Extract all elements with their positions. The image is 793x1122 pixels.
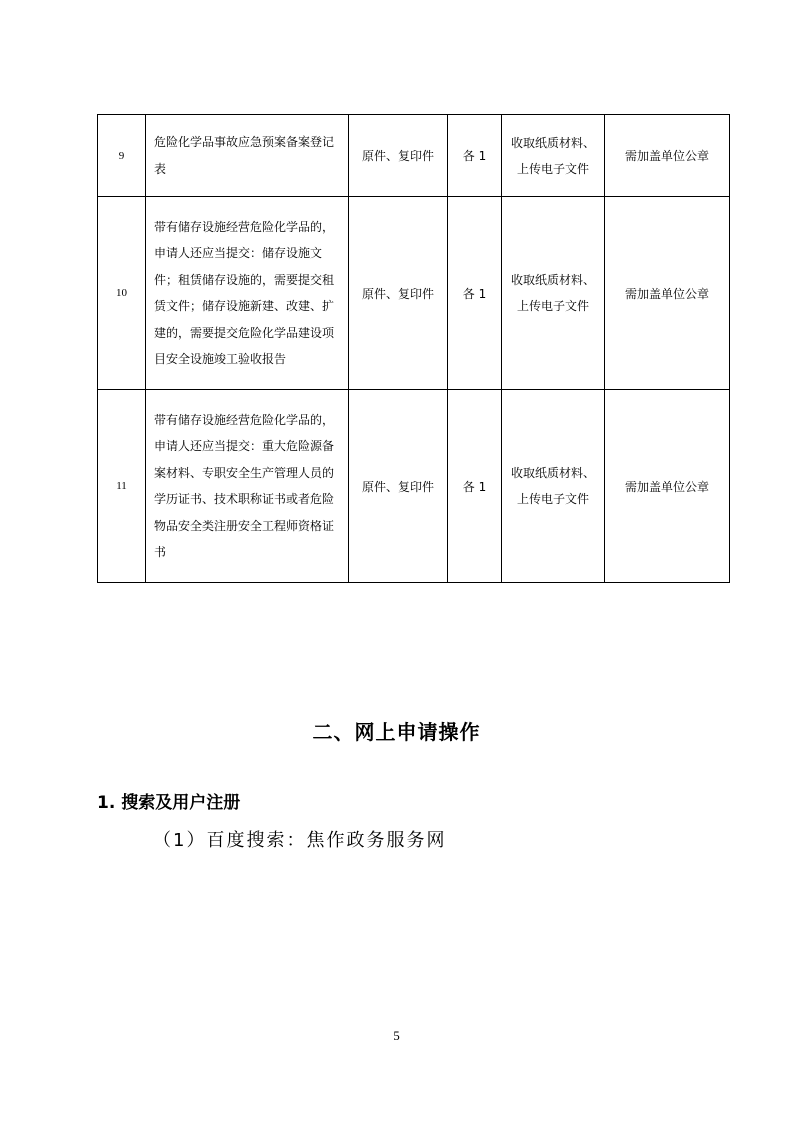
material-name: 危险化学品事故应急预案备案登记表 xyxy=(146,115,349,197)
material-type: 原件、复印件 xyxy=(349,197,448,390)
row-number: 10 xyxy=(98,197,146,390)
material-quantity: 各 1 xyxy=(448,390,502,583)
row-number: 11 xyxy=(98,390,146,583)
material-type: 原件、复印件 xyxy=(349,115,448,197)
table-row xyxy=(98,115,730,197)
submission-form xyxy=(502,115,605,197)
material-quantity: 各 1 xyxy=(448,115,502,197)
table-row xyxy=(98,390,730,583)
section-title: 二、网上申请操作 xyxy=(312,720,481,744)
material-note: 需加盖单位公章 xyxy=(605,197,730,390)
table-row xyxy=(98,197,730,390)
row-number: 9 xyxy=(98,115,146,197)
materials-table xyxy=(97,114,730,583)
material-type: 原件、复印件 xyxy=(349,390,448,583)
page-number: 5 xyxy=(393,1028,400,1043)
sub-item: （1）百度搜索：焦作政务服务网 xyxy=(153,830,447,851)
submission-form xyxy=(502,197,605,390)
sub-heading: 1. 搜索及用户注册 xyxy=(97,793,241,813)
submission-form xyxy=(502,390,605,583)
material-quantity: 各 1 xyxy=(448,197,502,390)
submission-form-text: 收取纸质材料、 上传电子文件 xyxy=(510,273,595,313)
material-note: 需加盖单位公章 xyxy=(605,115,730,197)
material-name: 带有储存设施经营危险化学品的，申请人还应当提交：储存设施文件；租赁储存设施的，需要提交租赁文件；储存设施新建、改建、扩建的，需要提交危险化学品建设项目安全设施竣工验收报告 xyxy=(146,197,349,390)
material-name: 带有储存设施经营危险化学品的，申请人还应当提交：重大危险源备案材料、专职安全生产管理人员的学历证书、技术职称证书或者危险物品安全类注册安全工程师资格证书 xyxy=(146,390,349,583)
material-note: 需加盖单位公章 xyxy=(605,390,730,583)
submission-form-text: 收取纸质材料、 上传电子文件 xyxy=(510,466,595,506)
submission-form-text: 收取纸质材料、 上传电子文件 xyxy=(510,135,595,176)
